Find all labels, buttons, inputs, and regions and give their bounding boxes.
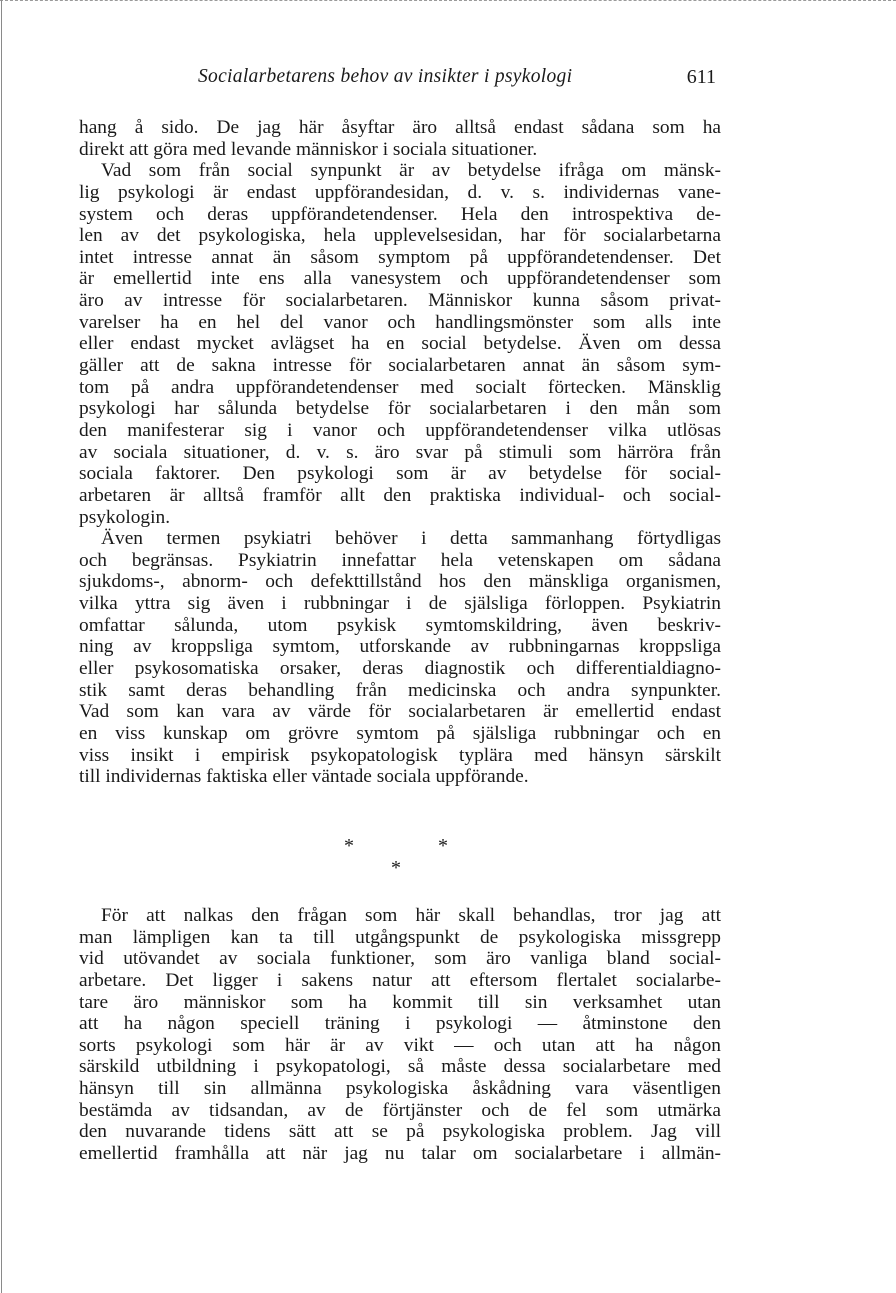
text-line: en viss kunskap om grövre symtom på själsliga rubbningar och en	[79, 722, 721, 744]
text-line: eller endast mycket avlägset ha en social betydelse. Även om dessa	[79, 333, 721, 355]
text-line: och begränsas. Psykiatrin innefattar hela vetenskapen om sådana	[79, 549, 721, 571]
text-line: särskild utbildning i psykopatologi, så måste dessa socialarbetare med	[79, 1056, 721, 1078]
text-line: psykologin.	[79, 506, 171, 528]
text-line: len av det psykologiska, hela upplevelsesidan, har för socialarbetarna	[79, 225, 721, 247]
scan-edge-left	[1, 0, 2, 1293]
text-line: arbetaren är alltså framför allt den praktiska individual- och social-	[79, 484, 721, 506]
text-line: ning av kroppsliga symtom, utforskande av rubbningarnas kroppsliga	[79, 636, 721, 658]
text-line: sjukdoms-, abnorm- och defekttillstånd hos den mänskliga organismen,	[79, 571, 721, 593]
text-line: lig psykologi är endast uppförandesidan, d. v. s. individernas vane-	[79, 181, 721, 203]
section-break-asterisk: *	[438, 835, 448, 857]
text-line: varelser ha en hel del vanor och handlingsmönster som alls inte	[79, 311, 721, 333]
text-line: är emellertid inte ens alla vanesystem och uppförandetendenser som	[79, 268, 721, 290]
section-break-asterisk: *	[344, 835, 354, 857]
text-line: direkt att göra med levande människor i sociala situationer.	[79, 138, 538, 160]
text-line: omfattar sålunda, utom psykisk symtomskildring, även beskriv-	[79, 614, 721, 636]
scan-edge-top	[0, 0, 896, 3]
text-line: stik samt deras behandling från medicinska och andra synpunkter.	[79, 679, 721, 701]
text-line: viss insikt i empirisk psykopatologisk typlära med hänsyn särskilt	[79, 744, 721, 766]
text-line: till individernas faktiska eller väntade sociala uppförande.	[79, 766, 529, 788]
text-line: psykologi har sålunda betydelse för socialarbetaren i den mån som	[79, 398, 721, 420]
text-line: arbetare. Det ligger i sakens natur att eftersom flertalet socialarbe-	[79, 969, 721, 991]
running-header	[80, 66, 720, 96]
text-line: För att nalkas den frågan som här skall behandlas, tror jag att	[101, 905, 721, 926]
text-line: sorts psykologi som här är av vikt — och utan att ha någon	[79, 1034, 721, 1056]
text-line: Även termen psykiatri behöver i detta sammanhang förtydligas	[101, 528, 721, 550]
text-line: vilka yttra sig även i rubbningar i de själsliga förloppen. Psykiatrin	[79, 593, 721, 615]
text-line: gäller att de sakna intresse för socialarbetaren annat än såsom sym-	[79, 355, 721, 377]
text-block-upper	[79, 117, 721, 788]
running-title: Socialarbetarens behov av insikter i psykologi	[198, 66, 573, 87]
text-line: hänsyn till sin allmänna psykologiska åskådning vara väsentligen	[79, 1078, 721, 1100]
text-line: av sociala situationer, d. v. s. äro svar på stimuli som härröra från	[79, 441, 721, 463]
text-line: man lämpligen kan ta till utgångspunkt de psykologiska missgrepp	[79, 926, 721, 948]
text-line: att ha någon speciell träning i psykologi — åtminstone den	[79, 1013, 721, 1035]
text-line: eller psykosomatiska orsaker, deras diagnostik och differentialdiagno-	[79, 658, 721, 680]
text-line: tom på andra uppförandetendenser med socialt förtecken. Mänsklig	[79, 376, 721, 398]
text-line: den nuvarande tidens sätt att se på psykologiska problem. Jag vill	[79, 1121, 721, 1143]
text-block-lower	[79, 905, 721, 1165]
text-line: Vad som från social synpunkt är av betydelse ifråga om mänsk-	[101, 160, 721, 182]
text-line: den manifesterar sig i vanor och uppförandetendenser vilka utlösas	[79, 419, 721, 441]
text-line: Vad som kan vara av värde för socialarbetaren är emellertid endast	[79, 701, 721, 723]
text-line: emellertid framhålla att när jag nu talar om socialarbetare i allmän-	[79, 1143, 721, 1165]
text-line: sociala faktorer. Den psykologi som är av betydelse för social-	[79, 463, 721, 485]
text-line: tare äro människor som ha kommit till sin verksamhet utan	[79, 991, 721, 1013]
page-number: 611	[686, 66, 716, 88]
text-line: system och deras uppförandetendenser. Hela den introspektiva de-	[79, 203, 721, 225]
text-line: vid utövandet av sociala funktioner, som äro vanliga bland social-	[79, 948, 721, 970]
text-line: hang å sido. De jag här åsyftar äro alltså endast sådana som ha	[79, 117, 721, 138]
text-line: äro av intresse för socialarbetaren. Människor kunna såsom privat-	[79, 290, 721, 312]
text-line: bestämda av tidsandan, av de förtjänster och de fel som utmärka	[79, 1099, 721, 1121]
section-break-asterisk: *	[391, 857, 401, 879]
text-line: intet intresse annat än såsom symptom på uppförandetendenser. Det	[79, 246, 721, 268]
